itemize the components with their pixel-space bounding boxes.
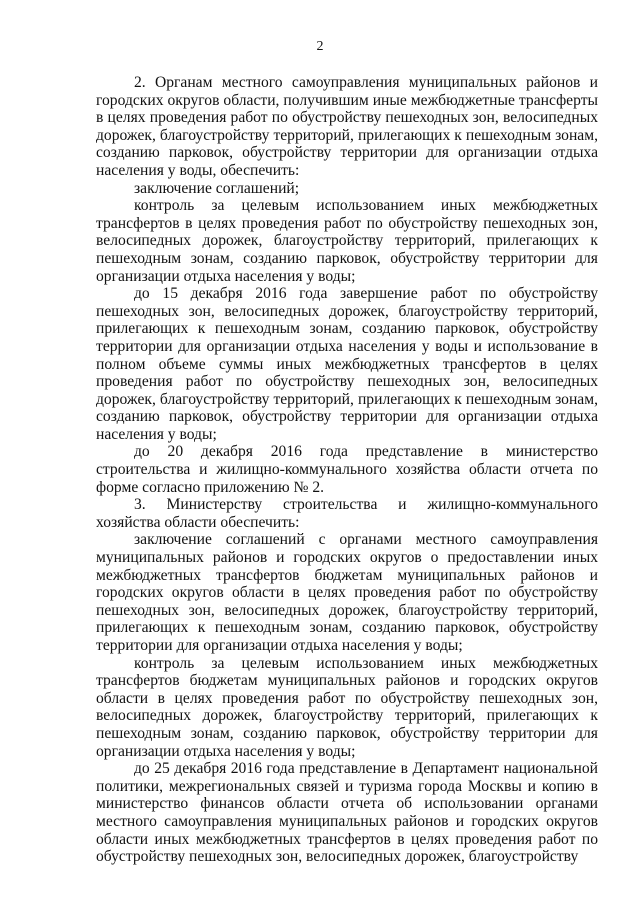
section-3-item-report: до 25 декабря 2016 года представление в Департамент национальной политики, межрегиональных связей и туризма города Москвы и копию в министерство финансов области отчета об использовании органами местного самоуправления муниципальных районов и городских округов области иных межбюджетных трансфертов в целях проведения работ по обустройству пешеходных зон, велосипедных дорожек, благоустройству [96,760,598,866]
section-2-item-report: до 20 декабря 2016 года представление в министерство строительства и жилищно-коммунального хозяйства области отчета по форме согласно приложению № 2. [96,443,598,496]
section-3-item-agreements: заключение соглашений с органами местного самоуправления муниципальных районов и городских округов о предоставлении иных межбюджетных трансфертов бюджетам муниципальных районов и городских округов области в целях проведения работ по обустройству пешеходных зон, велосипедных дорожек, благоустройству территорий, прилегающих к пешеходным зонам, созданию парковок, обустройству территории для организации отдыха населения у воды; [96,531,598,654]
document-body [96,74,598,866]
section-3-item-control: контроль за целевым использованием иных межбюджетных трансфертов бюджетам муниципальных районов и городских округов области в целях проведения работ по обустройству пешеходных зон, велосипедных дорожек, благоустройству территорий, прилегающих к пешеходным зонам, созданию парковок, обустройству территории для организации отдыха населения у воды; [96,654,598,760]
section-2-item-agreements: заключение соглашений; [134,179,300,197]
section-2-item-control: контроль за целевым использованием иных межбюджетных трансфертов в целях проведения работ по обустройству пешеходных зон, велосипедных дорожек, благоустройству территорий, прилегающих к пешеходным зонам, созданию парковок, обустройству территории для организации отдыха населения у воды; [96,197,598,285]
page-number: 2 [316,39,324,54]
section-2-intro: 2. Органам местного самоуправления муниципальных районов и городских округов области, получившим иные межбюджетные трансферты в целях проведения работ по обустройству пешеходных зон, велосипедных дорожек, благоустройству территорий, прилегающих к пешеходным зонам, созданию парковок, обустройству территории для организации отдыха населения у воды, обеспечить: [96,74,598,179]
section-3-intro: 3. Министерству строительства и жилищно-коммунального хозяйства области обеспечить: [96,496,598,531]
section-2-item-deadline-works: до 15 декабря 2016 года завершение работ по обустройству пешеходных зон, велосипедных дорожек, благоустройству территорий, прилегающих к пешеходным зонам, созданию парковок, обустройству территории для организации отдыха населения у воды и использование в полном объеме суммы иных межбюджетных трансфертов в целях проведения работ по обустройству пешеходных зон, велосипедных дорожек, благоустройству территорий, прилегающих к пешеходным зонам, созданию парковок, обустройству территории для организации отдыха населения у воды; [96,285,598,443]
